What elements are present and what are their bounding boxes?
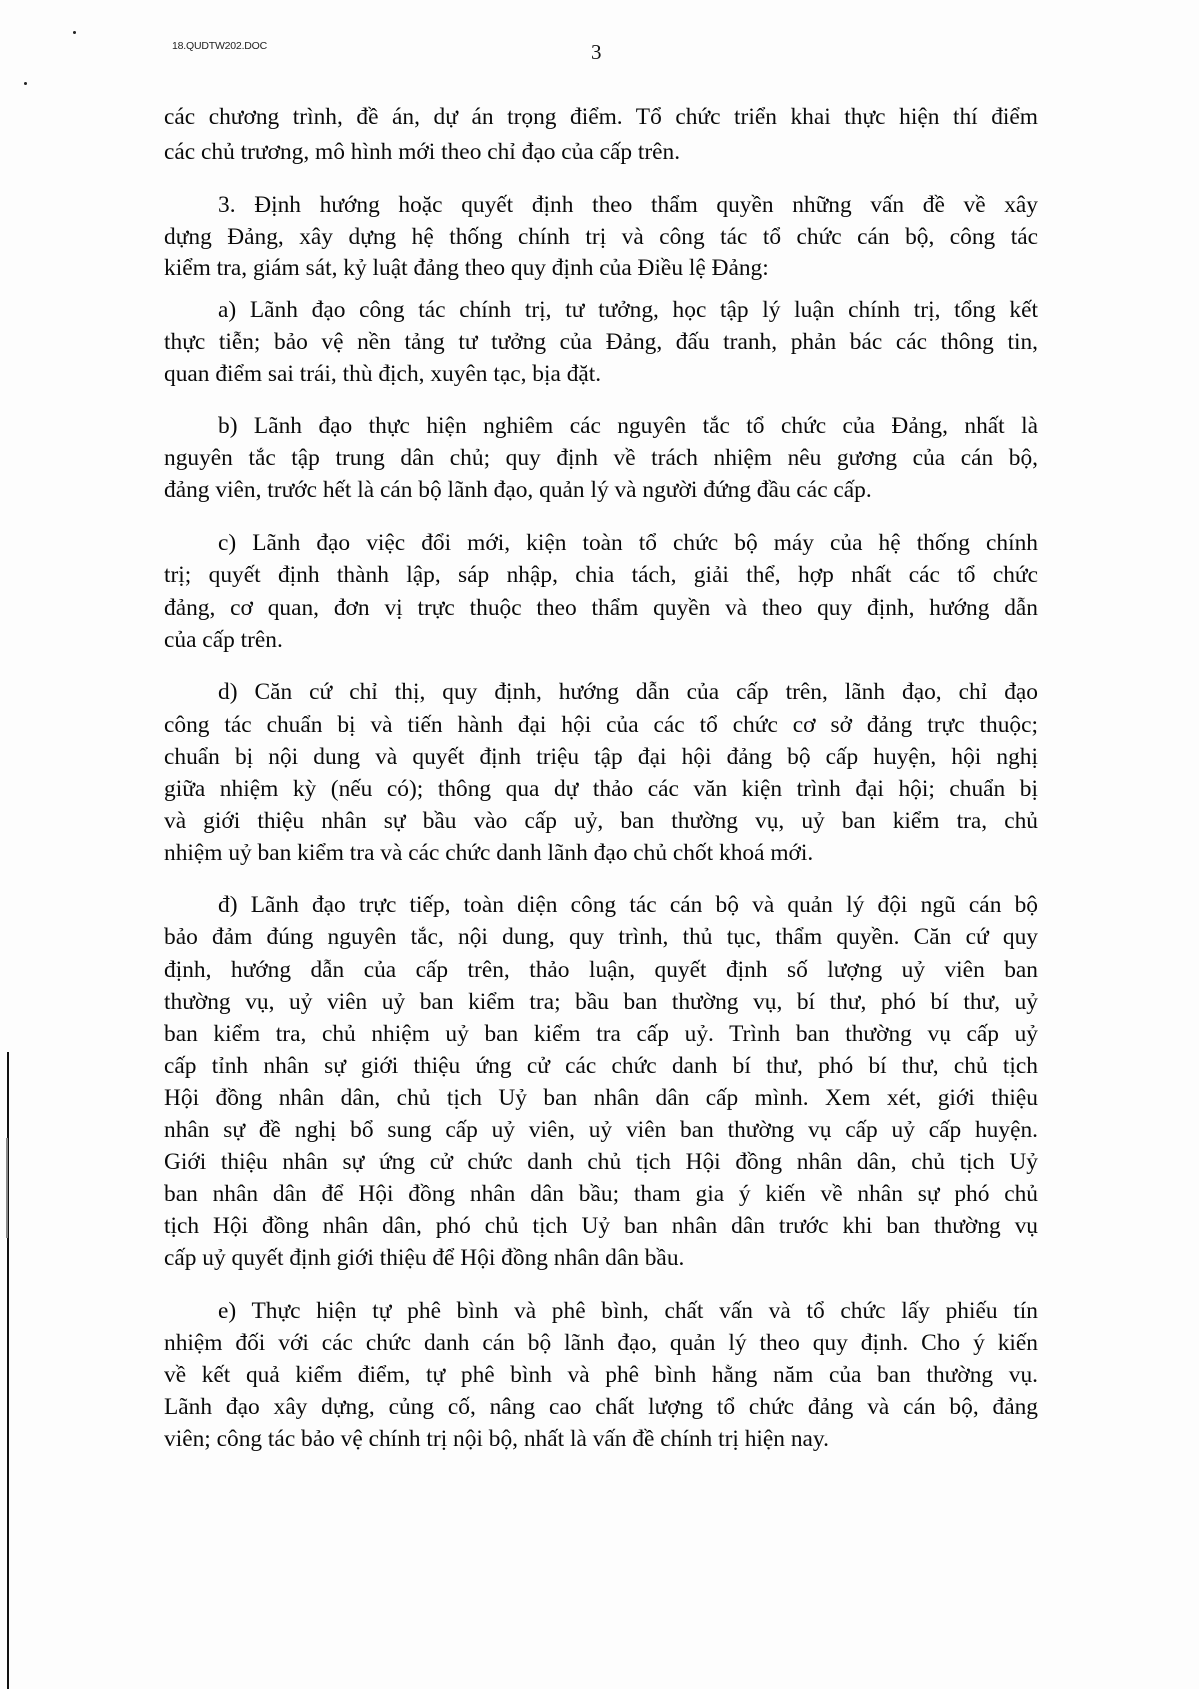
text-line: công tác chuẩn bị và tiến hành đại hội của các tổ chức cơ sở đảng trực thuộc; bbox=[164, 712, 1038, 738]
paragraph-first-line: e) Thực hiện tự phê bình và phê bình, chất vấn và tổ chức lấy phiếu tín bbox=[218, 1298, 1038, 1324]
text-line: của cấp trên. bbox=[164, 627, 283, 653]
text-line: Lãnh đạo xây dựng, củng cố, nâng cao chất lượng tổ chức đảng và cán bộ, đảng bbox=[164, 1394, 1038, 1420]
text-line: viên; công tác bảo vệ chính trị nội bộ, nhất là vấn đề chính trị hiện nay. bbox=[164, 1426, 829, 1452]
text-line: Hội đồng nhân dân, chủ tịch Uỷ ban nhân dân cấp mình. Xem xét, giới thiệu bbox=[164, 1085, 1038, 1111]
text-line: các chương trình, đề án, dự án trọng điểm. Tổ chức triển khai thực hiện thí điểm bbox=[164, 104, 1038, 130]
text-line: về kết quả kiểm điểm, tự phê bình và phê bình hằng năm của ban thường vụ. bbox=[164, 1362, 1038, 1388]
paragraph-first-line: 3. Định hướng hoặc quyết định theo thẩm quyền những vấn đề về xây bbox=[218, 192, 1038, 218]
text-line: các chủ trương, mô hình mới theo chỉ đạo của cấp trên. bbox=[164, 139, 681, 165]
text-line: thường vụ, uỷ viên uỷ ban kiểm tra; bầu ban thường vụ, bí thư, phó bí thư, uỷ bbox=[164, 989, 1038, 1015]
text-line: cấp uỷ quyết định giới thiệu để Hội đồng nhân dân bầu. bbox=[164, 1245, 685, 1271]
text-line: chuẩn bị nội dung và quyết định triệu tập đại hội đảng bộ cấp huyện, hội nghị bbox=[164, 744, 1038, 770]
paragraph-first-line: a) Lãnh đạo công tác chính trị, tư tưởng, học tập lý luận chính trị, tổng kết bbox=[218, 297, 1038, 323]
scan-speck bbox=[73, 31, 76, 34]
paragraph-first-line: c) Lãnh đạo việc đổi mới, kiện toàn tổ chức bộ máy của hệ thống chính bbox=[218, 530, 1038, 556]
text-line: định, hướng dẫn của cấp trên, thảo luận, quyết định số lượng uỷ viên ban bbox=[164, 957, 1038, 983]
text-line: nhân sự đề nghị bổ sung cấp uỷ viên, uỷ viên ban thường vụ cấp uỷ cấp huyện. bbox=[164, 1117, 1038, 1143]
text-line: và giới thiệu nhân sự bầu vào cấp uỷ, ban thường vụ, uỷ ban kiểm tra, chủ bbox=[164, 808, 1038, 834]
paragraph-first-line: b) Lãnh đạo thực hiện nghiêm các nguyên tắc tổ chức của Đảng, nhất là bbox=[218, 413, 1038, 439]
text-line: ban nhân dân để Hội đồng nhân dân bầu; tham gia ý kiến về nhân sự phó chủ bbox=[164, 1181, 1038, 1207]
scan-edge-line bbox=[6, 1138, 8, 1238]
text-line: đảng, cơ quan, đơn vị trực thuộc theo thẩm quyền và theo quy định, hướng dẫn bbox=[164, 595, 1038, 621]
header-file-name: 18.QUDTW202.DOC bbox=[172, 40, 268, 52]
text-line: ban kiểm tra, chủ nhiệm uỷ ban kiểm tra cấp uỷ. Trình ban thường vụ cấp uỷ bbox=[164, 1021, 1038, 1047]
text-line: quan điểm sai trái, thù địch, xuyên tạc, bịa đặt. bbox=[164, 361, 602, 387]
scan-speck bbox=[24, 82, 27, 85]
text-line: giữa nhiệm kỳ (nếu có); thông qua dự thảo các văn kiện trình đại hội; chuẩn bị bbox=[164, 776, 1038, 802]
text-line: kiểm tra, giám sát, kỷ luật đảng theo quy định của Điều lệ Đảng: bbox=[164, 255, 769, 281]
text-line: thực tiễn; bảo vệ nền tảng tư tưởng của Đảng, đấu tranh, phản bác các thông tin, bbox=[164, 329, 1038, 355]
text-line: nhiệm đối với các chức danh cán bộ lãnh đạo, quản lý theo quy định. Cho ý kiến bbox=[164, 1330, 1038, 1356]
text-line: tịch Hội đồng nhân dân, phó chủ tịch Uỷ ban nhân dân trước khi ban thường vụ bbox=[164, 1213, 1038, 1239]
text-line: dựng Đảng, xây dựng hệ thống chính trị và công tác tổ chức cán bộ, công tác bbox=[164, 224, 1038, 250]
paragraph-first-line: đ) Lãnh đạo trực tiếp, toàn diện công tác cán bộ và quản lý đội ngũ cán bộ bbox=[218, 892, 1038, 918]
text-line: bảo đảm đúng nguyên tắc, nội dung, quy trình, thủ tục, thẩm quyền. Căn cứ quy bbox=[164, 924, 1038, 950]
text-line: nguyên tắc tập trung dân chủ; quy định về trách nhiệm nêu gương của cán bộ, bbox=[164, 445, 1038, 471]
text-line: trị; quyết định thành lập, sáp nhập, chia tách, giải thể, hợp nhất các tổ chức bbox=[164, 562, 1038, 588]
text-line: nhiệm uỷ ban kiểm tra và các chức danh lãnh đạo chủ chốt khoá mới. bbox=[164, 840, 814, 866]
text-line: đảng viên, trước hết là cán bộ lãnh đạo, quản lý và người đứng đầu các cấp. bbox=[164, 477, 872, 503]
page-number: 3 bbox=[591, 40, 602, 64]
paragraph-first-line: d) Căn cứ chỉ thị, quy định, hướng dẫn của cấp trên, lãnh đạo, chỉ đạo bbox=[218, 679, 1038, 705]
text-line: Giới thiệu nhân sự ứng cử chức danh chủ tịch Hội đồng nhân dân, chủ tịch Uỷ bbox=[164, 1149, 1038, 1175]
text-line: cấp tỉnh nhân sự giới thiệu ứng cử các chức danh bí thư, phó bí thư, chủ tịch bbox=[164, 1053, 1038, 1079]
